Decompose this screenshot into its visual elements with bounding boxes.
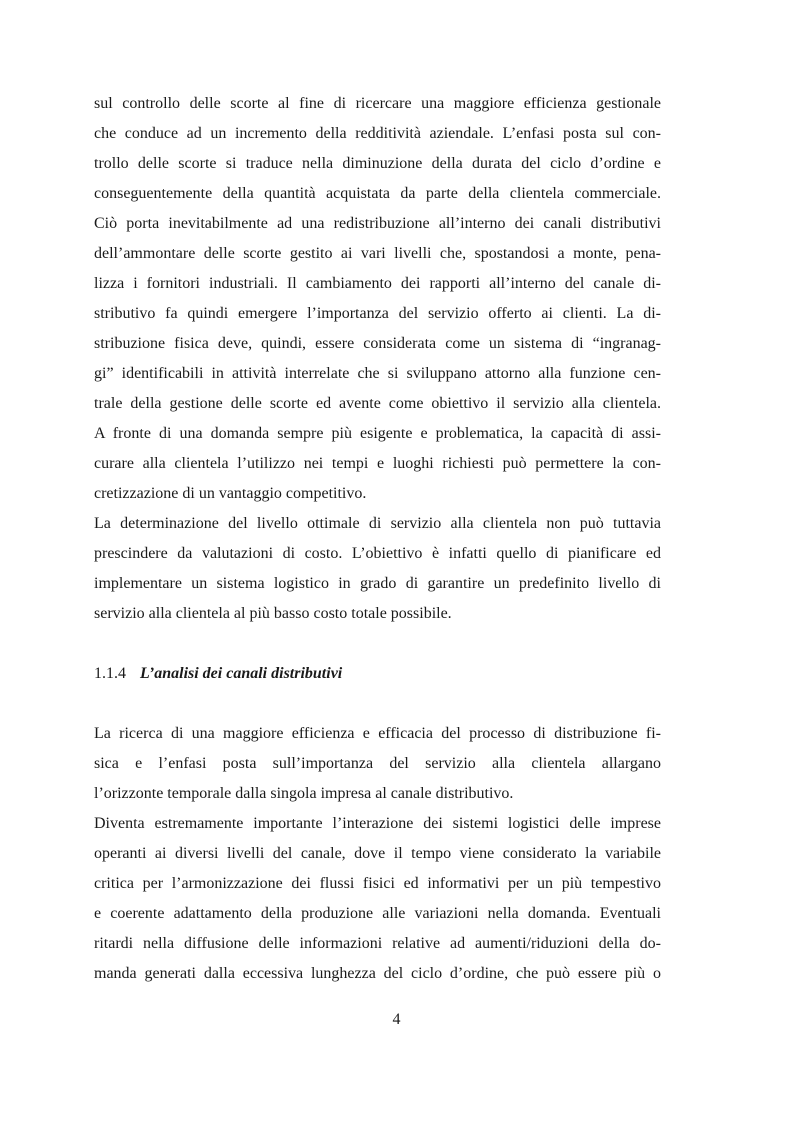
- text-line: manda generati dalla eccessiva lunghezza del ciclo d’ordine, che può essere più o: [94, 965, 661, 982]
- text-line: A fronte di una domanda sempre più esigente e problematica, la capacità di assi-: [94, 425, 661, 442]
- paragraph: [94, 509, 661, 629]
- paragraph: [94, 809, 661, 989]
- text-line: trale della gestione delle scorte ed avente come obiettivo il servizio alla clientela.: [94, 395, 661, 412]
- text-line: La ricerca di una maggiore efficienza e efficacia del processo di distribuzione fi-: [94, 725, 661, 742]
- text-line: operanti ai diversi livelli del canale, dove il tempo viene considerato la variabile: [94, 845, 661, 862]
- page-number: 4: [392, 1011, 401, 1028]
- text-line: servizio alla clientela al più basso costo totale possibile.: [94, 605, 452, 622]
- text-line: e coerente adattamento della produzione alle variazioni nella domanda. Eventuali: [94, 905, 661, 922]
- section-title: L’analisi dei canali distributivi: [140, 665, 343, 682]
- paragraph: [94, 719, 661, 809]
- text-line: che conduce ad un incremento della redditività aziendale. L’enfasi posta sul con-: [94, 125, 661, 142]
- text-line: lizza i fornitori industriali. Il cambiamento dei rapporti all’interno del canale di-: [94, 275, 661, 292]
- body-text-after-section: [94, 719, 661, 989]
- text-line: La determinazione del livello ottimale di servizio alla clientela non può tuttavia: [94, 515, 661, 532]
- page-body: [94, 89, 661, 989]
- text-line: ritardi nella diffusione delle informazioni relative ad aumenti/riduzioni della do-: [94, 935, 661, 952]
- text-line: cretizzazione di un vantaggio competitivo.: [94, 485, 367, 502]
- text-line: prescindere da valutazioni di costo. L’obiettivo è infatti quello di pianificare ed: [94, 545, 661, 562]
- text-line: stributivo fa quindi emergere l’importanza del servizio offerto ai clienti. La di-: [94, 305, 661, 322]
- text-line: gi” identificabili in attività interrelate che si sviluppano attorno alla funzione cen-: [94, 365, 661, 382]
- text-line: sica e l’enfasi posta sull’importanza del servizio alla clientela allargano: [94, 755, 661, 772]
- text-line: dell’ammontare delle scorte gestito ai vari livelli che, spostandosi a monte, pena-: [94, 245, 661, 262]
- section-number: 1.1.4: [94, 665, 126, 682]
- section-heading: [94, 659, 661, 689]
- text-line: stribuzione fisica deve, quindi, essere considerata come un sistema di “ingranag-: [94, 335, 661, 352]
- text-line: implementare un sistema logistico in grado di garantire un predefinito livello di: [94, 575, 661, 592]
- body-text-before-section: [94, 89, 661, 629]
- paragraph: [94, 89, 661, 509]
- text-line: sul controllo delle scorte al fine di ricercare una maggiore efficienza gestionale: [94, 95, 661, 112]
- text-line: Ciò porta inevitabilmente ad una redistribuzione all’interno dei canali distributivi: [94, 215, 661, 232]
- text-line: l’orizzonte temporale dalla singola impresa al canale distributivo.: [94, 785, 514, 802]
- text-line: curare alla clientela l’utilizzo nei tempi e luoghi richiesti può permettere la con-: [94, 455, 661, 472]
- text-line: Diventa estremamente importante l’interazione dei sistemi logistici delle imprese: [94, 815, 661, 832]
- text-line: conseguentemente della quantità acquistata da parte della clientela commerciale.: [94, 185, 661, 202]
- text-line: trollo delle scorte si traduce nella diminuzione della durata del ciclo d’ordine e: [94, 155, 661, 172]
- text-line: critica per l’armonizzazione dei flussi fisici ed informativi per un più tempestivo: [94, 875, 661, 892]
